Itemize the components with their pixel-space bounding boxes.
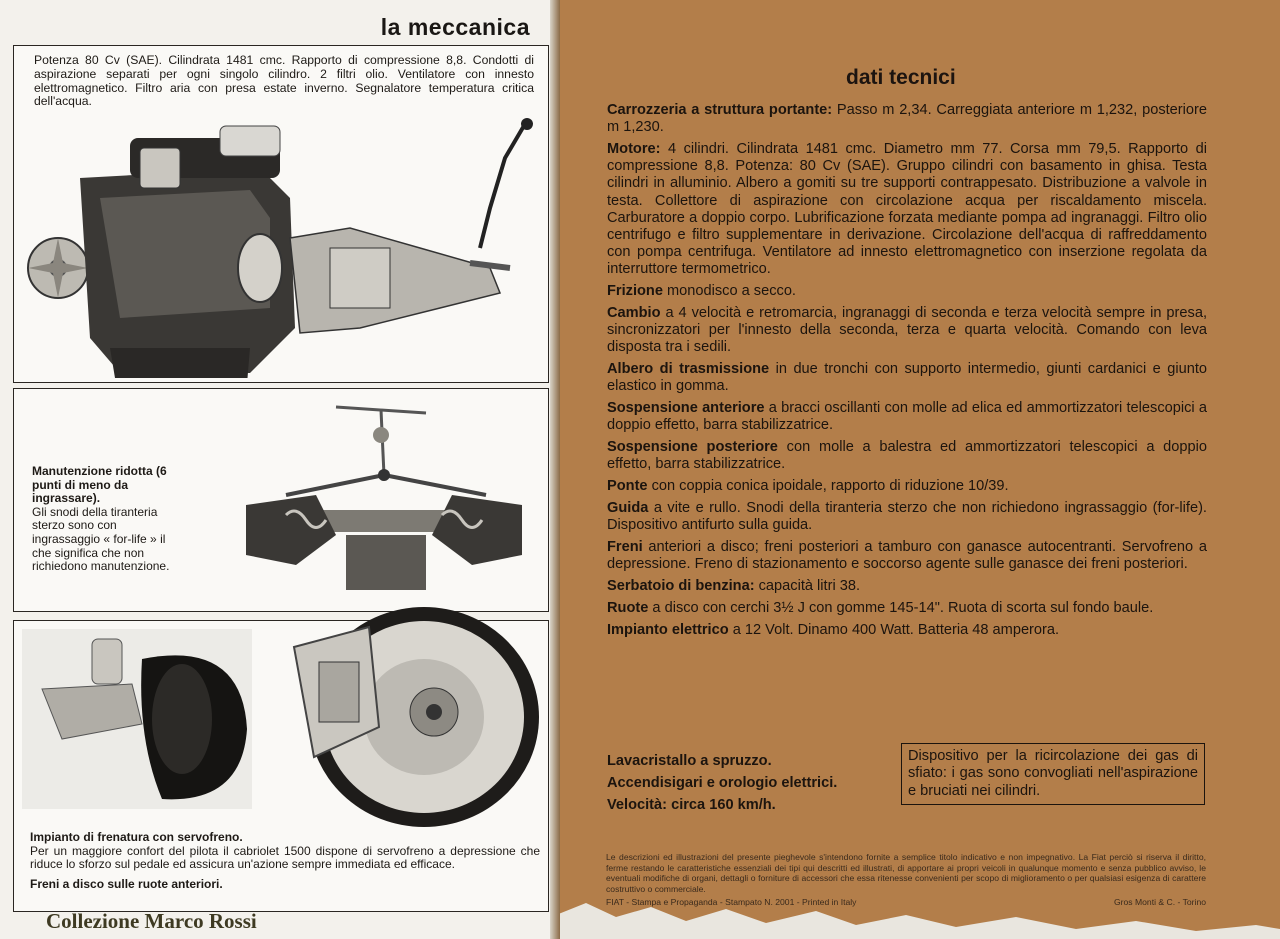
- spec-list: [607, 102, 1207, 643]
- spec-engine: [607, 141, 1207, 279]
- engine-intro-text: Potenza 80 Cv (SAE). Cilindrata 1481 cmc. Rapporto di compressione 8,8. Condotti di aspirazione separati per ogni singolo cilindro. 2 filtri olio. Ventilatore con innesto elettromagnetico. Filtro aria con presa estate inverno. Segnalatore temperatura critica dell'acqua.: [34, 53, 534, 109]
- left-page: [0, 0, 556, 939]
- spec-windscreen-washer: Lavacristallo a spruzzo.: [607, 753, 772, 769]
- right-page: [556, 0, 1280, 939]
- spec-text: con coppia conica ipoidale, rapporto di riduzione 10/39.: [647, 478, 1009, 495]
- spec-text: anteriori a disco; freni posteriori a tamburo con ganasce autocentranti. Servofreno a depressione. Freno di stazionamento e soccorso agente sulle ganasce dei freni posteriori.: [607, 539, 1207, 573]
- spec-text: a vite e rullo. Snodi della tiranteria sterzo che non richiedono ingrassaggio (for-life). Dispositivo antifurto sulla guida.: [607, 500, 1207, 534]
- spec-label: Cambio: [607, 305, 661, 322]
- engine-panel: [13, 45, 549, 383]
- spec-label: Ponte: [607, 478, 648, 495]
- maintenance-title: Manutenzione ridotta (6 punti di meno da ingrassare).: [32, 464, 167, 506]
- front-suspension-illustration: [226, 395, 542, 607]
- maintenance-body: Gli snodi della tiranteria sterzo sono con ingrassaggio « for-life » il che significa che non richiedono manutenzione.: [32, 504, 170, 574]
- disc-brake-illustration: [274, 607, 544, 827]
- spec-lighter-clock: Accendisigari e orologio elettrici.: [607, 775, 838, 791]
- technical-data-title: dati tecnici: [846, 66, 956, 89]
- extras-list: [607, 750, 897, 816]
- spec-text: a 12 Volt. Dinamo 400 Watt. Batteria 48 amperora.: [728, 621, 1060, 638]
- spec-driveshaft: [607, 361, 1207, 395]
- spec-text: con molle a balestra ed ammortizzatori telescopici a doppio effetto, barra stabilizzatrice.: [607, 439, 1207, 473]
- spec-clutch: [607, 283, 1207, 300]
- page-spine: [550, 0, 560, 939]
- spec-gearbox: [607, 305, 1207, 357]
- engine-illustration: [20, 118, 540, 378]
- spec-front-suspension: [607, 400, 1207, 434]
- spec-label: Sospensione posteriore: [607, 439, 778, 456]
- brake-body: Per un maggiore confort del pilota il cabriolet 1500 dispone di servofreno a depressione che riduce lo sforzo sul pedale ed assicura un'azione sempre immediata ed efficace.: [30, 843, 540, 872]
- imprint-printer: Gros Monti & C. - Torino: [1113, 897, 1206, 907]
- spec-label: Carrozzeria a struttura portante:: [607, 102, 833, 118]
- spec-label: Ruote: [607, 599, 649, 616]
- spec-label: Guida: [607, 500, 649, 517]
- spec-label: Albero di trasmissione: [607, 361, 770, 378]
- torn-paper-edge: [556, 895, 1280, 939]
- maintenance-caption: [32, 465, 182, 574]
- servo-brake-illustration: [22, 629, 252, 809]
- page-title: la meccanica: [380, 14, 530, 40]
- spec-label: Sospensione anteriore: [607, 400, 765, 417]
- spec-label: Motore:: [607, 141, 661, 157]
- disc-brake-note: Freni a disco sulle ruote anteriori.: [30, 876, 223, 891]
- spec-label: Impianto elettrico: [607, 621, 729, 638]
- spec-text: Passo m 2,34. Carreggiata anteriore m 1,232, posteriore m 1,230.: [607, 102, 1207, 136]
- spec-rear-suspension: [607, 439, 1207, 473]
- spec-label: Frizione: [607, 283, 663, 300]
- spec-top-speed: Velocità: circa 160 km/h.: [607, 797, 776, 813]
- blowby-recirculation-box: Dispositivo per la ricircolazione dei gas di sfiato: i gas sono convogliati nell'aspirazione e bruciati nei cilindri.: [901, 743, 1205, 805]
- spec-text: monodisco a secco.: [662, 283, 796, 300]
- spec-text: a bracci oscillanti con molle ad elica ed ammortizzatori telescopici a doppio effetto, barra stabilizzatrice.: [607, 400, 1207, 434]
- disclaimer-text: Le descrizioni ed illustrazioni del presente pieghevole s'intendono fornite a semplice titolo indicativo e non impegnativo. La Fiat perciò si riserva il diritto, ferme restando le caratteristiche essenziali dei tipi qui descritti ed illustrati, di apportare ai propri veicoli in qualunque momento e senza pubblico avviso, le eventuali modifiche di organi, dettagli o forniture di accessori che essa ritenesse convenienti per scopo di miglioramento o per qualsiasi esigenza di carattere costruttivo o commerciale.: [606, 852, 1206, 894]
- spec-fuel-tank: [607, 578, 1207, 595]
- spec-label: Freni: [607, 539, 643, 556]
- spec-steering: [607, 500, 1207, 534]
- brake-panel: [13, 620, 549, 912]
- imprint-publisher: FIAT - Stampa e Propaganda - Stampato N. 2001 - Printed in Italy: [606, 897, 857, 907]
- spec-text: a disco con cerchi 3½ J con gomme 145-14". Ruota di scorta sul fondo baule.: [648, 599, 1154, 616]
- spec-text: in due tronchi con supporto intermedio, giunti cardanici e giunto elastico in gomma.: [607, 361, 1207, 395]
- spec-bodywork: [607, 102, 1207, 136]
- spec-axle: [607, 478, 1207, 495]
- spec-text: capacità litri 38.: [754, 578, 861, 595]
- brake-title: Impianto di frenatura con servofreno.: [30, 830, 243, 844]
- spec-label: Serbatoio di benzina:: [607, 578, 755, 595]
- spec-text: 4 cilindri. Cilindrata 1481 cmc. Diametro mm 77. Corsa mm 79,5. Rapporto di compressione 8,8. Potenza: 80 Cv (SAE). Gruppo cilindri con basamento in ghisa. Testa cilindri in alluminio. Albero a gomiti su tre supporti contrappesato. Distribuzione a valvole in testa. Collettore di aspirazione con circolazione acqua per riscaldamento miscela. Carburatore a doppio corpo. Lubrificazione forzata mediante pompa ad ingranaggi. Filtro olio centrifugo e filtro supplementare in derivazione. Circolazione dell'acqua di raffreddamento con pompa centrifuga. Ventilatore ad innesto elettromagnetico con inserzione regolata da interruttore termometrico.: [607, 141, 1207, 278]
- spec-text: a 4 velocità e retromarcia, ingranaggi di seconda e terza velocità sempre in presa, sincronizzatori per l'innesto della seconda, terza e quarta velocità. Comando con leva disposta tra i sedili.: [607, 305, 1207, 356]
- spec-brakes: [607, 539, 1207, 573]
- brake-caption: [30, 831, 540, 891]
- collection-watermark: Collezione Marco Rossi: [46, 909, 257, 933]
- spec-electrical: [607, 622, 1207, 639]
- steering-panel: [13, 388, 549, 612]
- spec-wheels: [607, 600, 1207, 617]
